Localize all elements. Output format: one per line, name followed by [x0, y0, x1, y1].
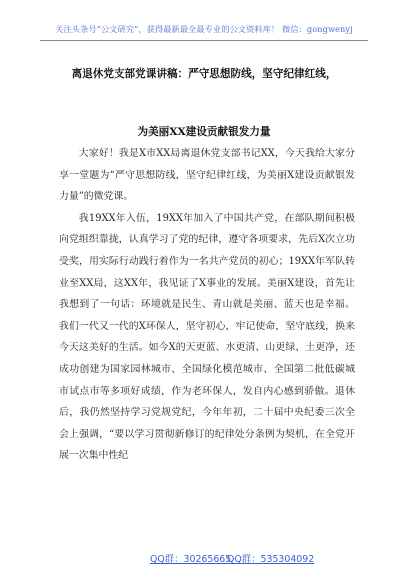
document-title-line-2: 为美丽XX建设贡献银发力量 [137, 126, 271, 138]
header-divider [40, 40, 368, 41]
document-title-line-1: 离退休党支部党课讲稿：严守思想防线，坚守纪律红线， [71, 68, 337, 80]
body-paragraph: 我19XX年入伍，19XX年加入了中国共产党，在部队期间积极向党组织靠拢，认真学习了党的纪律，遵守各项要求，先后X次立功受奖，用实际行动践行着作为一名共产党员的初心；19XX年军队转业至XX局，这XX年，我见证了X事业的发展。美丽X建设，首先让我想到了一句话：环境就是民生、青山就是美丽、蓝天也是幸福。我们一代又一代的X环保人，坚守初心，牢记使命，坚守底线，换来今天这美好的生活。如今X的天更蓝、水更清、山更绿、土更净，还成功创建为国家园林城市、全国绿化模范城市、全国第二批低碳城市试点市等多项好成绩，作为老环保人，发自内心感到骄傲。退休后，我仍然坚持学习党规党纪，今年年初，二十届中央纪委三次全会上强调，“要以学习贯彻新修订的纪律处分条例为契机，在全党开展一次集中性纪 [59, 212, 355, 462]
body-paragraph: 大家好！我是X市XX局离退休党支部书记XX，今天我给大家分享一堂题为“严守思想防线，坚守纪律红线，为美丽X建设贡献银发力量”的微党课。 [59, 148, 355, 203]
document-body [59, 143, 355, 467]
footer [0, 551, 408, 567]
header-ad-banner: 关注头条号“公文研究”，获得最新最全最专业的公文资料库！ 微信：gongwenyj [55, 24, 353, 34]
qq-group-link-left[interactable]: QQ群：30265665 [150, 554, 232, 565]
qq-group-link-right[interactable]: QQ群：535304092 [227, 554, 315, 565]
